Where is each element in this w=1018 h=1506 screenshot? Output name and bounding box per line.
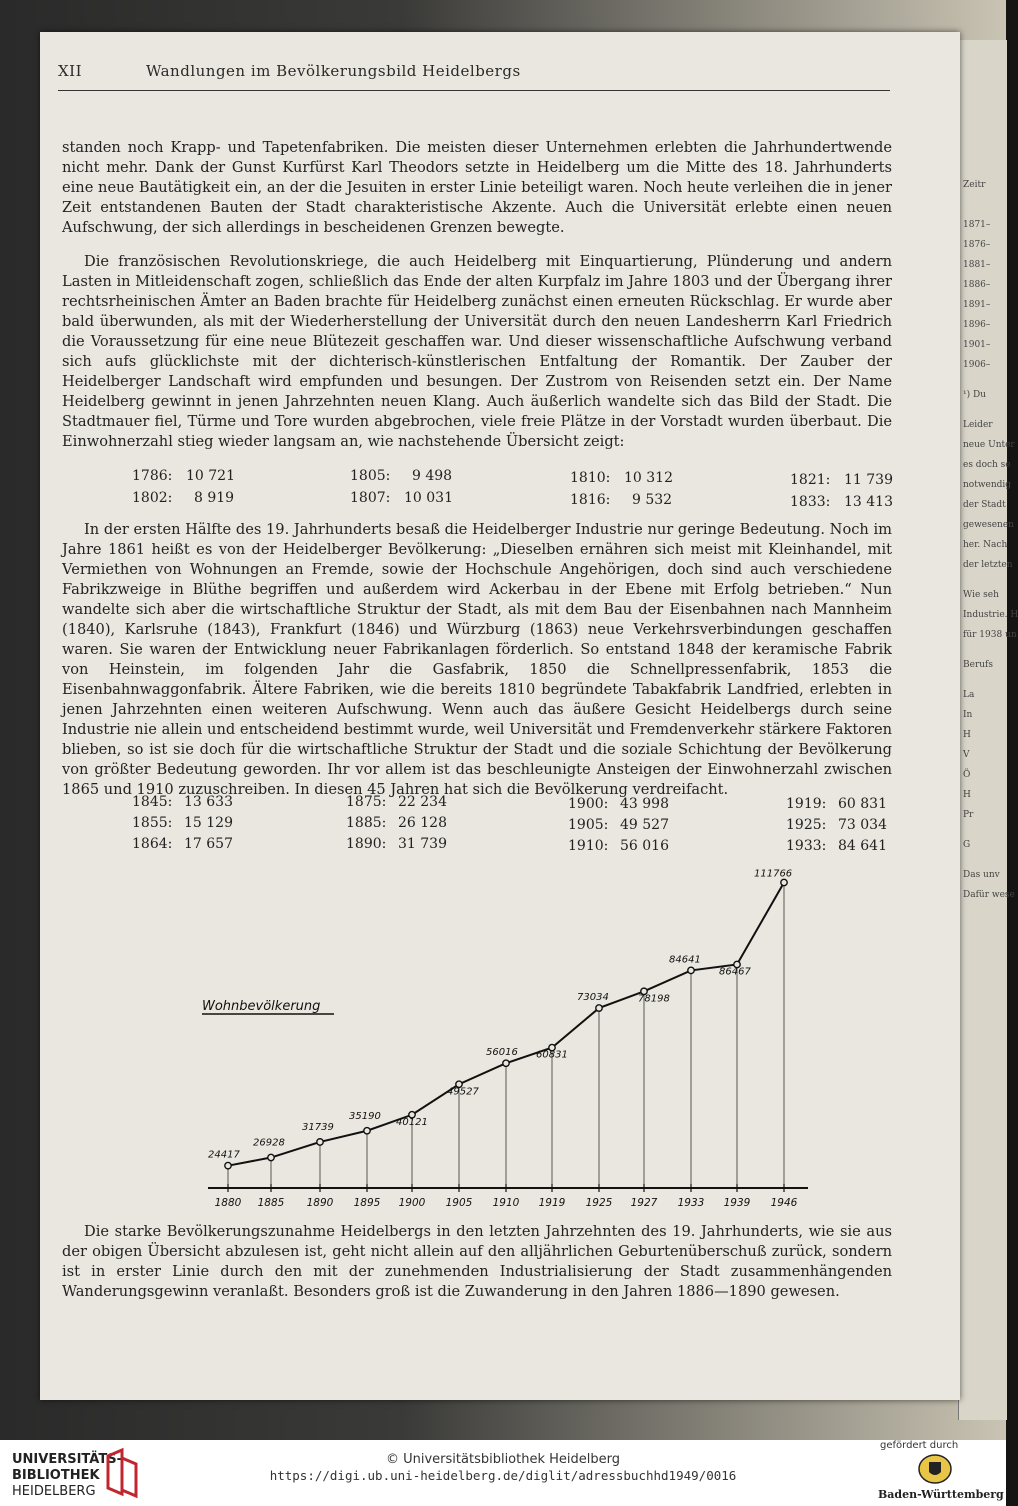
funder-name: Baden-Württemberg	[878, 1488, 1004, 1501]
table-value: 26 128	[398, 815, 447, 831]
data-label: 84641	[669, 954, 701, 966]
adjacent-page-text: 1881–	[963, 260, 991, 270]
x-tick-label: 1919	[538, 1197, 566, 1209]
data-point	[781, 879, 787, 885]
x-tick-label: 1946	[770, 1197, 798, 1209]
table-year: 1821:	[790, 472, 831, 488]
data-point	[688, 967, 694, 973]
data-point	[225, 1162, 231, 1168]
data-point	[503, 1060, 509, 1066]
table-year: 1805:	[350, 468, 391, 484]
page-number: XII	[58, 62, 83, 80]
adjacent-page-text: notwendig	[963, 480, 1012, 490]
paragraph-2: Die französischen Revolutionskriege, die auch Heidelberg mit Einquartierung, Plünderung und andern Lasten in Mitleidenschaft zogen, schließlich das Ende der alten Kurpfalz im Jahre 1803 und der Übergang ihrer rechtsrheinischen Ämter an Baden brachte für Heidelberg zunächst einen erneuten Rückschlag. Er wurde aber bald überwunden, als mit der Wiederherstellung der Universität durch den neuen Landesherrn Karl Friedrich die Voraussetzung für eine neue Blütezeit geschaffen war. Und dieser wissenschaftliche Aufschwung verband sich aufs glücklichste mit der dichterisch-künstlerischen Entfaltung der Romantik. Der Zauber der Heidelberger Landschaft wird empfunden und besungen. Der Zustrom von Reisenden setzt ein. Der Name Heidelberg gewinnt in jenen Jahrzehnten neuen Klang. Auch äußerlich wandelte sich das Bild der Stadt. Die Stadtmauer fiel, Türme und Tore wurden abgebrochen, viele freie Plätze in der Vorstadt wurden überbaut. Die Einwohnerzahl stieg wieder langsam an, wie nachstehende Übersicht zeigt:	[62, 253, 892, 450]
adjacent-page-text: gewesenen	[963, 520, 1014, 530]
adjacent-page-text: Zeitr	[963, 180, 986, 190]
table-year: 1905:	[568, 817, 609, 833]
table-year: 1845:	[132, 794, 173, 810]
adjacent-page-text: her. Nach	[963, 540, 1008, 550]
table-year: 1919:	[786, 796, 827, 812]
data-label: 60831	[536, 1049, 568, 1061]
funded-by-text: gefördert durch	[880, 1440, 959, 1451]
x-tick-label: 1905	[445, 1197, 473, 1209]
table-value: 17 657	[184, 836, 233, 852]
table-value: 73 034	[838, 817, 887, 833]
table-year: 1855:	[132, 815, 173, 831]
adjacent-page-text: In	[963, 710, 973, 720]
data-label: 31739	[302, 1121, 334, 1133]
adjacent-page-text: G	[963, 840, 971, 850]
table-value: 60 831	[838, 796, 887, 812]
table-year: 1910:	[568, 838, 609, 854]
x-tick-label: 1890	[306, 1197, 334, 1209]
table-year: 1885:	[346, 815, 387, 831]
table-value: 15 129	[184, 815, 233, 831]
adjacent-page-text: 1886–	[963, 280, 991, 290]
data-label: 56016	[486, 1047, 518, 1059]
table-year: 1875:	[346, 794, 387, 810]
table-year: 1864:	[132, 836, 173, 852]
data-point	[317, 1139, 323, 1145]
x-tick-label: 1895	[353, 1197, 381, 1209]
table-value: 43 998	[620, 796, 669, 812]
table-value: 10 312	[624, 470, 673, 486]
data-label: 86467	[719, 966, 751, 978]
adjacent-page-text: Berufs	[963, 660, 993, 670]
table-year: 1816:	[570, 492, 611, 508]
copyright-text: © Universitätsbibliothek Heidelberg	[385, 1452, 620, 1467]
table-value: 9 498	[412, 468, 453, 484]
x-tick-label: 1933	[677, 1197, 705, 1209]
data-label: 111766	[754, 868, 793, 880]
adjacent-page-text: neue Unter	[963, 440, 1015, 450]
paragraph-4: Die starke Bevölkerungszunahme Heidelbergs in den letzten Jahrzehnten des 19. Jahrhunderts, wie sie aus der obigen Übersicht abzulesen ist, geht nicht allein auf den alljährlichen Geburtenüberschuß zurück, sondern ist in erster Linie durch den mit der zunehmenden Industrialisierung der Stadt zusammenhängenden Wanderungsgewinn veranlaßt. Besonders groß ist die Zuwanderung in den Jahren 1886—1890 gewesen.	[62, 1223, 892, 1300]
adjacent-page-text: ¹) Du	[963, 390, 986, 400]
table-year: 1833:	[790, 494, 831, 510]
table-value: 9 532	[632, 492, 673, 508]
x-tick-label: 1927	[630, 1197, 658, 1209]
table-year: 1933:	[786, 838, 827, 854]
data-point	[596, 1005, 602, 1011]
adjacent-page-text: 1896–	[963, 320, 991, 330]
running-title: Wandlungen im Bevölkerungsbild Heidelbergs	[146, 62, 521, 80]
data-label: 35190	[349, 1110, 381, 1122]
library-name-line1: UNIVERSITÄTS-	[12, 1452, 122, 1467]
x-tick-label: 1939	[723, 1197, 751, 1209]
adjacent-page-text: 1901–	[963, 340, 991, 350]
paragraph-1: standen noch Krapp- und Tapetenfabriken. Die meisten dieser Unternehmen erlebten die Jahrhundertwende nicht mehr. Dank der Gunst Kurfürst Karl Theodors setzte in Heidelberg um die Mitte des 18. Jahrhunderts eine neue Bautätigkeit ein, an der die Jesuiten in erster Linie beteiligt waren. Noch heute verleihen die in jener Zeit entstandenen Bauten der Stadt charakteristische Akzente. Auch die Universität erlebte einen neuen Aufschwung, der sich allerdings in bescheidenen Grenzen bewegte.	[62, 139, 892, 236]
x-tick-label: 1910	[492, 1197, 520, 1209]
table-value: 84 641	[838, 838, 887, 854]
table-year: 1810:	[570, 470, 611, 486]
x-tick-label: 1900	[398, 1197, 426, 1209]
data-label: 78198	[638, 993, 670, 1005]
table-year: 1802:	[132, 490, 173, 506]
table-value: 8 919	[194, 490, 235, 506]
table-year: 1807:	[350, 490, 391, 506]
chart-title: Wohnbevölkerung	[202, 999, 321, 1014]
data-label: 24417	[208, 1149, 240, 1161]
paragraph-3: In der ersten Hälfte des 19. Jahrhunderts besaß die Heidelberger Industrie nur geringe Bedeutung. Noch im Jahre 1861 heißt es von der Heidelberger Bevölkerung: „Dieselben ernähren sich meist mit Kleinhandel, mit Vermiethen von Wohnungen an Fremde, sowie der Hochschule Angehörigen, doch sind auch verschiedene Fabrikzweige in Blüthe begriffen und außerdem wird Ackerbau in der Ebene mit Erfolg betrieben.“ Nun wandelte sich aber die wirtschaftliche Struktur der Stadt, als mit dem Bau der Eisenbahnen nach Mannheim (1840), Karlsruhe (1843), Frankfurt (1846) und Würzburg (1863) neue Verkehrsverbindungen geschaffen waren. Sie waren der Entwicklung neuer Fabrikanlagen förderlich. So entstand 1848 der keramische Fabrik von Heinstein, im folgenden Jahr die Gasfabrik, 1850 die Schnellpressenfabrik, 1853 die Eisenbahnwaggonfabrik. Ältere Fabriken, wie die bereits 1810 begründete Tabakfabrik Landfried, erlebten in jenen Jahrzehnten einen weiteren Aufschwung. Wenn auch das äußere Gesicht Heidelbergs durch seine Industrie nie allein und entscheidend bestimmt wurde, weil Universität und Fremdenverkehr stärkere Faktoren blieben, so ist sie doch für die wirtschaftliche Struktur der Stadt und die soziale Schichtung der Bevölkerung von größter Bedeutung geworden. Ihr vor allem ist das beschleunigte Ansteigen der Einwohnerzahl zwischen 1865 und 1910 zuzuschreiben. In diesen 45 Jahren hat sich die Bevölkerung verdreifacht.	[62, 521, 892, 798]
header-rule	[58, 90, 890, 91]
adjacent-page-text: der Stadt	[963, 500, 1006, 510]
adjacent-page-text: es doch se	[963, 460, 1011, 470]
adjacent-page-edge	[958, 40, 1018, 1420]
library-name-line2: BIBLIOTHEK	[12, 1468, 100, 1483]
table-value: 22 234	[398, 794, 447, 810]
adjacent-page-text: Das unv	[963, 870, 1000, 880]
adjacent-page-text: 1876–	[963, 240, 991, 250]
table-value: 13 413	[844, 494, 893, 510]
adjacent-page-text: H	[963, 730, 971, 740]
adjacent-page-text: La	[963, 690, 975, 700]
table-year: 1900:	[568, 796, 609, 812]
adjacent-page-text: Industrie. H	[963, 610, 1018, 620]
data-point	[364, 1128, 370, 1134]
adjacent-page-text: 1871–	[963, 220, 991, 230]
adjacent-page-text: Wie seh	[963, 590, 999, 600]
table-year: 1925:	[786, 817, 827, 833]
x-tick-label: 1925	[585, 1197, 613, 1209]
data-label: 49527	[447, 1086, 479, 1098]
source-url-link[interactable]: https://digi.ub.uni-heidelberg.de/diglit/adressbuchhd1949/0016	[269, 1468, 737, 1483]
data-label: 73034	[577, 992, 609, 1004]
x-tick-label: 1885	[257, 1197, 285, 1209]
table-value: 10 031	[404, 490, 453, 506]
adjacent-page-text: Ö	[963, 770, 971, 780]
adjacent-page-text: Pr	[963, 810, 974, 820]
table-year: 1786:	[132, 468, 173, 484]
adjacent-page-text: Leider	[963, 420, 993, 430]
adjacent-page-text: der letzten	[963, 560, 1013, 570]
table-value: 56 016	[620, 838, 669, 854]
adjacent-page-text: 1891–	[963, 300, 991, 310]
adjacent-page-text: für 1938 un	[963, 630, 1017, 640]
coat-of-arms-icon	[918, 1454, 952, 1484]
data-label: 26928	[253, 1137, 285, 1149]
table-value: 13 633	[184, 794, 233, 810]
adjacent-page-text: H	[963, 790, 971, 800]
table-value: 11 739	[844, 472, 893, 488]
footer-bar	[0, 1440, 1006, 1506]
table-value: 10 721	[186, 468, 235, 484]
library-name-line3: HEIDELBERG	[12, 1484, 96, 1499]
adjacent-page-text: 1906–	[963, 360, 991, 370]
table-value: 49 527	[620, 817, 669, 833]
table-year: 1890:	[346, 836, 387, 852]
data-label: 40121	[396, 1116, 428, 1128]
data-point	[268, 1154, 274, 1160]
table-value: 31 739	[398, 836, 447, 852]
adjacent-page-text: Dafür wese	[963, 890, 1015, 900]
x-tick-label: 1880	[214, 1197, 242, 1209]
population-line-chart	[150, 862, 798, 1218]
adjacent-page-text: V	[963, 750, 970, 760]
